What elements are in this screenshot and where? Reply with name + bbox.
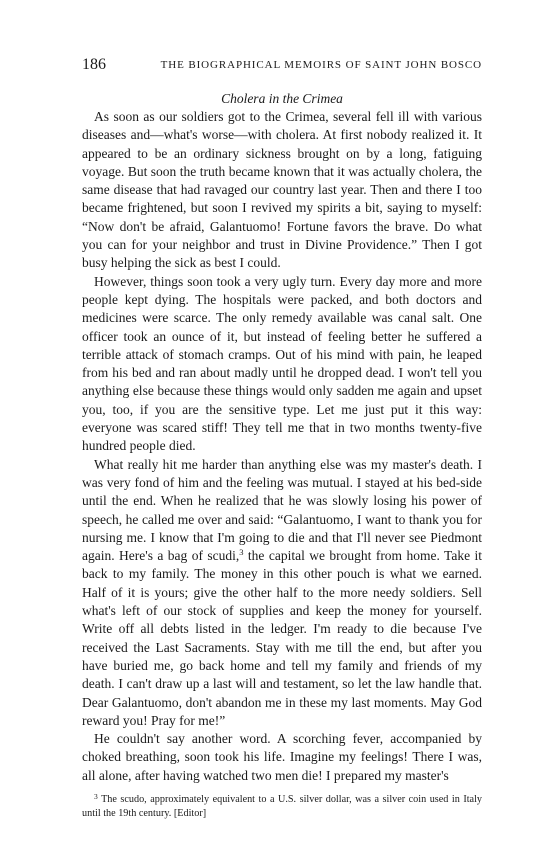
- body-text: [82, 108, 482, 785]
- paragraph-3: [82, 456, 482, 730]
- paragraph-2: However, things soon took a very ugly turn. Every day more and more people kept dying. The hospitals were packed, and both doctors and medicines were scarce. The only remedy available was canal salt. One officer took an ounce of it, but instead of feeling better he suffered a terrible attack of stomach cramps. Out of his mind with pain, he leaped from his bed and ran about madly until he dropped dead. I won't tell you anything else because these things would only sadden me again and upset you, too, if you are the sensitive type. Let me just put it this way: everyone was scared stiff! They tell me that in two months twenty-five hundred people died.: [82, 273, 482, 454]
- footnote-reference[interactable]: 3: [239, 547, 244, 558]
- paragraph-3-start: What really hit me harder than anything else was my master's death. I was very fond of him and the feeling was mutual. I stayed at his bed-side until the end. When he realized that he was slowly losing his power of speech, he called me over and said: “Galantuomo, I want to thank you for nursing me. I know that I'm going to die and that I'll never see Piedmont again. Here's a bag of scudi,: [82, 456, 482, 564]
- paragraph-1: As soon as our soldiers got to the Crimea, several fell ill with various diseases and—what's worse—with cholera. At first nobody realized it. It appeared to be an ordinary sickness brought on by a long, fatiguing voyage. But soon the truth became known that it was actually cholera, the same disease that had ravaged our country last year. Then and there I too became frightened, but soon I revived my spirits a bit, saying to myself: “Now don't be afraid, Galantuomo! Fortune favors the brave. Do what you can for your neighbor and trust in Divine Providence.” Then I got busy helping the sick as best I could.: [82, 109, 482, 271]
- footnote-text: The scudo, approximately equivalent to a U.S. silver dollar, was a silver coin used in Italy until the 19th century. [Editor]: [82, 794, 482, 819]
- running-head: THE BIOGRAPHICAL MEMOIRS OF SAINT JOHN BOSCO: [160, 59, 482, 71]
- paragraph-4: He couldn't say another word. A scorching fever, accompanied by choked breathing, soon took his life. Imagine my feelings! There I was, all alone, after having watched two men die! I prepared my master's: [82, 731, 482, 783]
- paragraph-3-continued: the capital we brought from home. Take it back to my family. The money in this other pouch is what we earned. Half of it is yours; give the other half to the more needy soldiers. Sell what's left of our stock of supplies and keep the money for yourself. Write off all debts listed in the ledger. I'm ready to die because I've received the Last Sacraments. Stay with me till the end, but after you have buried me, go back home and tell my family and friends of my death. I can't draw up a last will and testament, so let the law handle that. Dear Galantuomo, don't abandon me in these my last moments. May God reward you! Pray for me!”: [82, 548, 482, 728]
- footnote: [82, 793, 482, 820]
- page-number: 186: [82, 56, 106, 73]
- footnote-mark: 3: [94, 792, 98, 801]
- section-title: Cholera in the Crimea: [221, 91, 343, 106]
- page-header: [82, 56, 482, 78]
